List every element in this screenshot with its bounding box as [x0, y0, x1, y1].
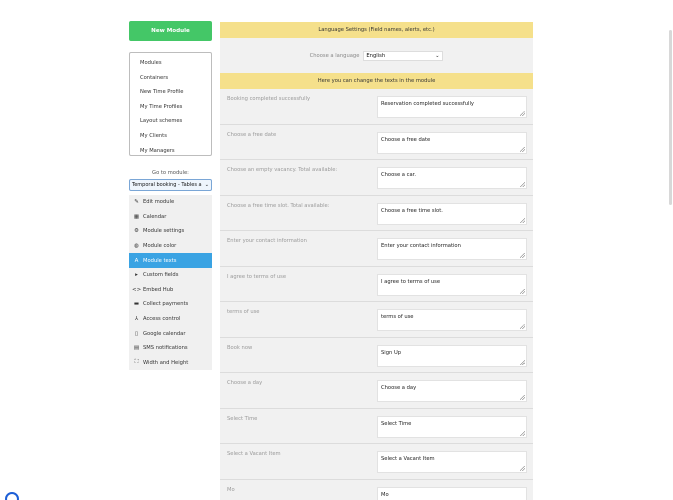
language-select[interactable]: [363, 51, 443, 61]
nav-item-module-settings[interactable]: [129, 224, 212, 239]
menu-item-new-time-profile[interactable]: New Time Profile: [140, 89, 184, 96]
main-menu: [129, 52, 212, 156]
chevron-down-icon: ⌄: [435, 52, 440, 59]
text-row: [220, 267, 533, 303]
resize-handle-icon[interactable]: [520, 360, 525, 365]
text-row-value: I agree to terms of use: [381, 278, 441, 285]
chat-widget-icon[interactable]: [5, 492, 19, 500]
text-row-input[interactable]: [377, 345, 527, 367]
text-row-label: Choose an empty vacancy. Total available:: [227, 167, 338, 173]
access-icon: ⅄: [134, 316, 139, 323]
goto-module-label: Go to module:: [152, 170, 189, 176]
text-row-label: Choose a free time slot. Total available:: [227, 202, 330, 209]
code-icon: <>: [132, 286, 142, 293]
text-row-label: Select Time: [227, 415, 258, 422]
resize-handle-icon[interactable]: [520, 466, 525, 471]
new-module-button[interactable]: New Module: [129, 21, 212, 41]
pencil-icon: ✎: [134, 199, 139, 206]
text-row-input[interactable]: [377, 416, 527, 438]
text-row-value: Choose a free date: [381, 136, 431, 143]
nav-item-google-calendar[interactable]: [129, 326, 212, 341]
palette-icon: ◍: [134, 243, 139, 250]
text-row-input[interactable]: [377, 451, 527, 473]
text-row-value: Reservation completed successfully: [381, 101, 474, 107]
choose-language-label: Choose a language: [309, 52, 360, 59]
nav-item-embed-hub[interactable]: [129, 283, 212, 298]
gear-icon: ⚙: [134, 228, 139, 235]
goto-module-value: Temporal booking - Tables a: [132, 182, 202, 188]
text-row-value: Choose a day: [381, 385, 417, 391]
texts-banner: Here you can change the texts in the module: [220, 73, 533, 89]
left-sidebar: [129, 21, 212, 370]
text-row-label: Book now: [227, 344, 253, 351]
text-row-label: Mo: [227, 486, 235, 493]
nav-item-custom-fields[interactable]: [129, 268, 212, 283]
menu-item-my-managers[interactable]: My Managers: [140, 147, 175, 154]
nav-item-module-texts[interactable]: [129, 253, 212, 268]
text-row-input[interactable]: [377, 309, 527, 331]
text-icon: A: [134, 257, 139, 264]
page-scrollbar[interactable]: [669, 30, 672, 205]
resize-handle-icon[interactable]: [520, 182, 525, 187]
text-row: [220, 444, 533, 480]
text-row-input[interactable]: [377, 274, 527, 296]
text-row-value: Enter your contact information: [381, 243, 461, 249]
text-row-label: I agree to terms of use: [227, 273, 287, 280]
calendar-icon: ▦: [133, 213, 140, 220]
nav-item-label: Calendar: [143, 213, 167, 220]
module-texts-panel: [220, 22, 533, 500]
resize-handle-icon[interactable]: [520, 289, 525, 294]
text-row-label: Choose a free date: [227, 131, 277, 138]
text-row-value: Select a Vacant Item: [381, 456, 435, 462]
text-row-value: Mo: [381, 491, 389, 498]
text-row: [220, 160, 533, 196]
text-row-label: Enter your contact information: [227, 238, 307, 244]
resize-handle-icon[interactable]: [520, 431, 525, 436]
text-row-input[interactable]: [377, 203, 527, 225]
text-row: [220, 302, 533, 338]
nav-item-label: Module color: [143, 243, 177, 250]
text-row-input[interactable]: [377, 96, 527, 118]
text-row-label: Select a Vacant Item: [227, 451, 281, 457]
language-settings-banner: Language Settings (Field names, alerts, etc.): [220, 22, 533, 38]
language-row: [220, 38, 533, 73]
menu-item-my-clients[interactable]: My Clients: [140, 132, 167, 139]
text-row-input[interactable]: [377, 167, 527, 189]
menu-item-my-time-profiles[interactable]: My Time Profiles: [140, 103, 183, 110]
text-row: [220, 409, 533, 445]
text-row: [220, 125, 533, 161]
nav-item-label: SMS notifications: [143, 345, 188, 352]
text-row: [220, 231, 533, 267]
nav-item-label: Custom fields: [143, 272, 179, 279]
resize-handle-icon[interactable]: [520, 218, 525, 223]
nav-item-label: Module settings: [143, 228, 185, 235]
goto-module-select[interactable]: [129, 179, 212, 191]
google-calendar-icon: ▯: [134, 330, 139, 337]
menu-item-containers[interactable]: Containers: [140, 74, 169, 81]
nav-item-width-and-height[interactable]: [129, 356, 212, 371]
nav-item-label: Embed Hub: [143, 286, 174, 293]
flag-icon: ▸: [135, 272, 138, 279]
resize-handle-icon[interactable]: [520, 253, 525, 258]
nav-item-label: Module texts: [143, 257, 177, 264]
language-value: English: [366, 52, 386, 59]
text-row-label: Choose a day: [227, 380, 263, 386]
nav-item-label: Google calendar: [143, 330, 186, 337]
text-row: [220, 338, 533, 374]
nav-item-collect-payments[interactable]: [129, 297, 212, 312]
text-row-input[interactable]: [377, 132, 527, 154]
text-row: [220, 373, 533, 409]
text-row-value: Sign Up: [381, 349, 402, 356]
text-row-input[interactable]: [377, 487, 527, 500]
menu-item-modules[interactable]: Modules: [140, 60, 162, 66]
nav-item-sms-notifications[interactable]: [129, 341, 212, 356]
nav-item-label: Width and Height: [143, 359, 189, 366]
nav-item-calendar[interactable]: [129, 210, 212, 225]
nav-item-edit-module[interactable]: [129, 195, 212, 210]
text-row-label: terms of use: [227, 309, 260, 315]
text-row: [220, 89, 533, 125]
resize-icon: ⛶: [134, 359, 139, 366]
sms-icon: ▤: [133, 345, 140, 352]
nav-item-module-color[interactable]: [129, 239, 212, 254]
text-row-label: Booking completed successfully: [227, 96, 311, 102]
nav-item-label: Collect payments: [143, 301, 189, 308]
credit-card-icon: ▬: [133, 301, 140, 308]
nav-item-label: Access control: [143, 316, 181, 323]
text-row: [220, 196, 533, 232]
nav-item-label: Edit module: [143, 199, 175, 206]
text-row-value: Choose a car.: [381, 172, 416, 178]
chevron-down-icon: ⌄: [204, 182, 209, 188]
text-row-input[interactable]: [377, 238, 527, 260]
text-row: [220, 480, 533, 500]
menu-item-layout-schemes[interactable]: Layout schemes: [140, 118, 183, 125]
text-rows: [220, 89, 533, 500]
resize-handle-icon[interactable]: [520, 111, 525, 116]
text-row-value: Choose a free time slot.: [381, 207, 443, 214]
text-row-input[interactable]: [377, 380, 527, 402]
resize-handle-icon[interactable]: [520, 395, 525, 400]
module-nav: [129, 195, 212, 370]
resize-handle-icon[interactable]: [520, 147, 525, 152]
nav-item-access-control[interactable]: [129, 312, 212, 327]
text-row-value: terms of use: [381, 314, 414, 320]
text-row-value: Select Time: [381, 420, 412, 427]
resize-handle-icon[interactable]: [520, 324, 525, 329]
